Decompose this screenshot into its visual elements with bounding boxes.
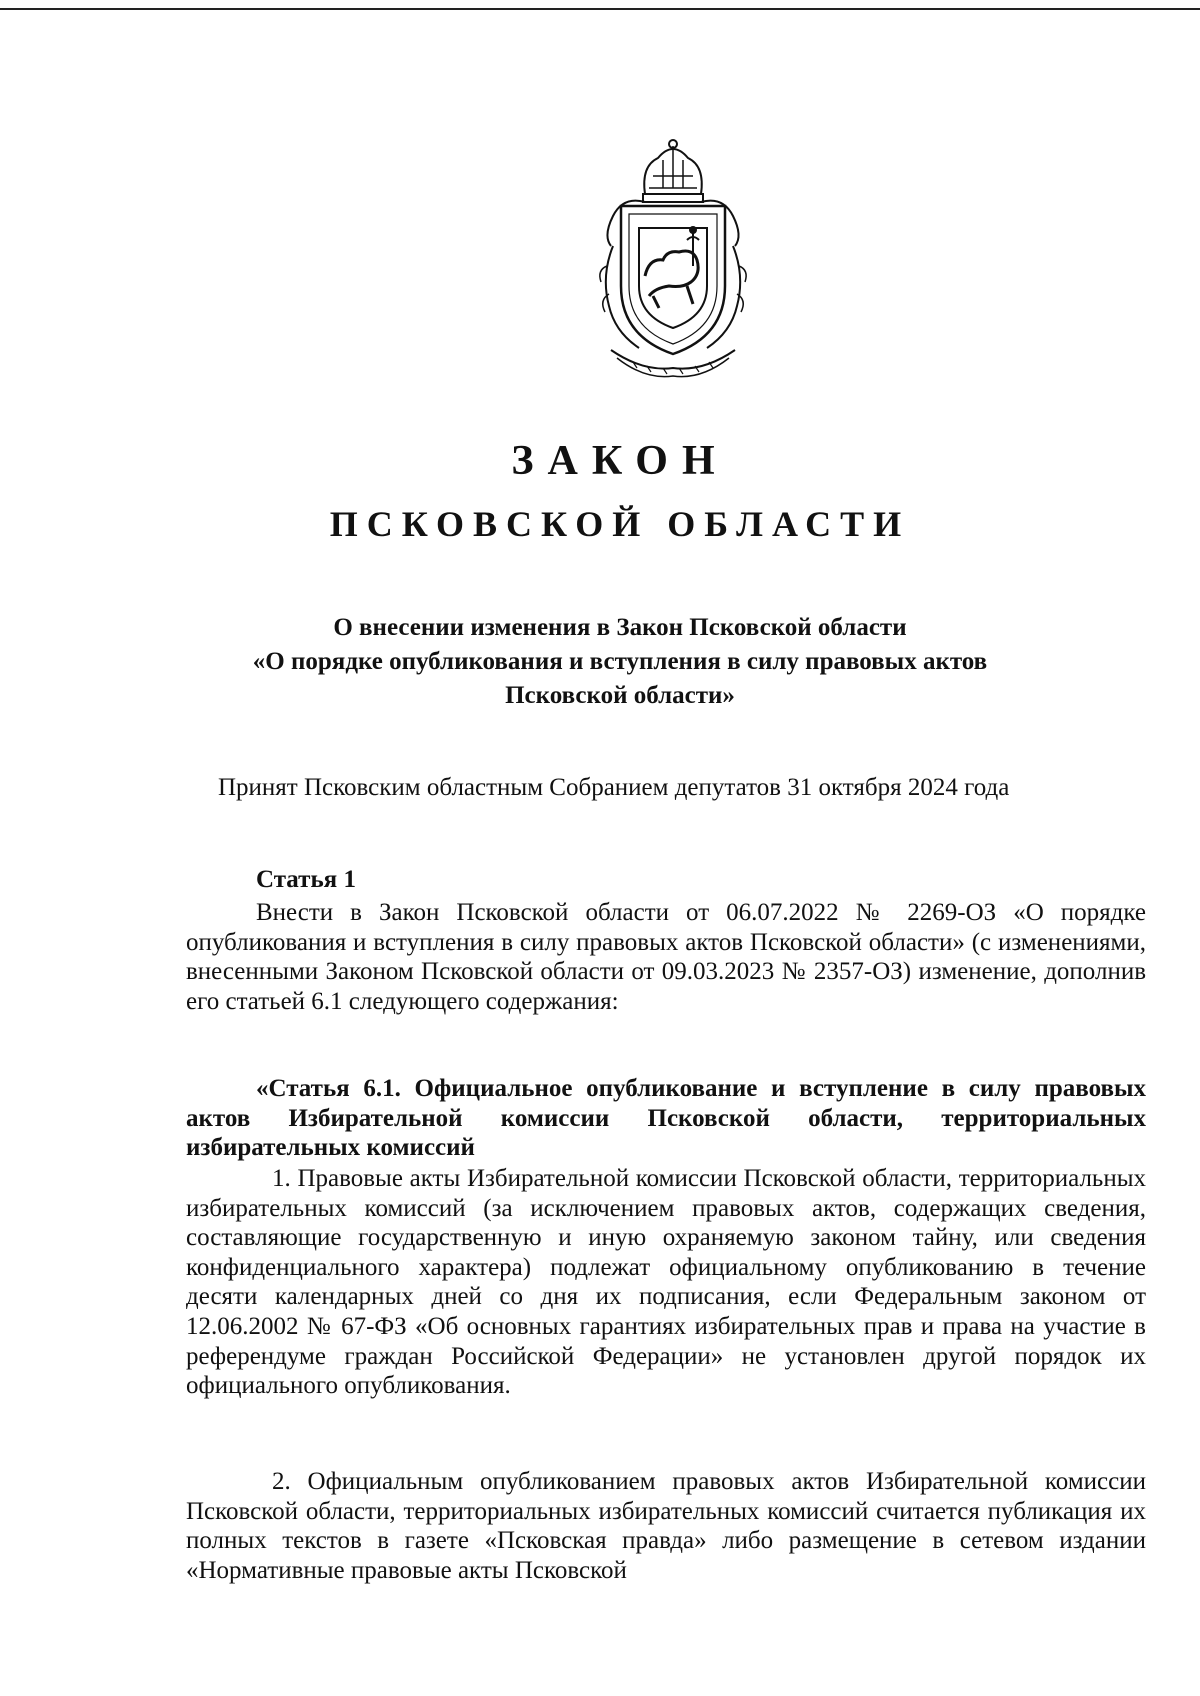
- law-heading-line: Псковской области»: [505, 682, 735, 709]
- adoption-note: Принят Псковским областным Собранием депутатов 31 октября 2024 года: [218, 774, 1010, 801]
- article-6-1-paragraph-2: 2. Официальным опубликованием правовых актов Избирательной комиссии Псковской области, территориальных избирательных комиссий считается публикация их полных текстов в газете «Псковская правда» либо размещение в сетевом издании «Нормативные правовые акты Псковской: [186, 1468, 1146, 1584]
- document-subtitle: ПСКОВСКОЙ ОБЛАСТИ: [329, 504, 911, 544]
- document-title: ЗАКОН: [511, 438, 729, 484]
- law-heading: [0, 611, 1200, 713]
- article-1-text: Внести в Закон Псковской области от 06.07.2022 № 2269-ОЗ «О порядке опубликования и вступления в силу правовых актов Псковской области» (с изменениями, внесенными Законом Псковской области от 09.03.2023 № 2357-ОЗ) изменение, дополнив его статьей 6.1 следующего содержания:: [186, 899, 1146, 1015]
- law-heading-line: «О порядке опубликования и вступления в силу правовых актов: [252, 648, 988, 675]
- article-6-1-title: «Статья 6.1. Официальное опубликование и вступление в силу правовых актов Избирательной комиссии Псковской области, территориальных избирательных комиссий: [186, 1075, 1146, 1162]
- coat-of-arms-icon: [583, 136, 763, 384]
- article-1-label: Статья 1: [256, 866, 356, 893]
- top-border-line: [0, 8, 1200, 10]
- law-heading-line: О внесении изменения в Закон Псковской области: [333, 614, 907, 641]
- article-6-1-paragraph-1: 1. Правовые акты Избирательной комиссии Псковской области, территориальных избирательных комиссий (за исключением правовых актов, содержащих сведения, составляющие государственную и иную охраняемую законом тайну, или сведения конфиденциального характера) подлежат официальному опубликованию в течение десяти календарных дней со дня их подписания, если Федеральным законом от 12.06.2002 № 67-ФЗ «Об основных гарантиях избирательных прав и права на участие в референдуме граждан Российской Федерации» не установлен другой порядок их официального опубликования.: [186, 1165, 1146, 1400]
